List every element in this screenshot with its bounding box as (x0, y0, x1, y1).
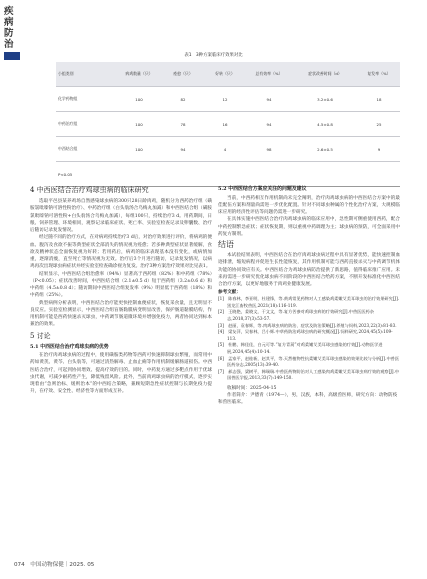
table-cell: 9 (358, 137, 400, 162)
right-column (218, 186, 400, 407)
reference-item: [4] 梁友萍，吴春林，吕小辉.中草药防治鸡球虫病的研究概况[J].饲料研究,2024,45(5):109-113. (218, 329, 393, 341)
table-header: 小组类别 (56, 62, 116, 87)
paragraph: 选取平邑县某养鸡场自然感染球虫病的300只28日龄肉鸡，随机分为西药治疗组（磺胺氯吡嗪钠可溶性粉治疗）、中药治疗组（白头翁汤合乌梅丸加减）和中西医结合组（磺胺氯吡嗪钠可溶性粉+白头翁汤合乌梅丸加减），每组100只，持续治疗3 d。用药期间，日粮、饲养管理、环境相同，观察记录临床症状、死亡率、实验室检查记录及卵囊数、治疗后随访记录复发情况。 (30, 199, 212, 233)
table-row (56, 162, 400, 187)
paragraph: 结果显示，中西医结合组治愈率（94%）显著高于西药组（82%）和中药组（78%）（P<0.05）；症状改善时间，中西医结合组（2.1±0.5 d）短于西药组（3.2±0.6 d）和中药组（4.5±0.8 d）；随访期间中西医结合组复发率（9%）明显低于西药组（18%）和中药组（25%）。 (30, 271, 212, 299)
section-5-title: 5 讨论 (30, 331, 51, 340)
table-header: 病鸡数量（只） (116, 62, 162, 87)
table-header: 症状改善时间（d） (292, 62, 358, 87)
paragraph: 在具体实施中西医结合治疗肉鸡球虫病的临床应用中，急性期可侧重使用西药，配合中药控制繁急症状；症状恢复期，则以重视中药调理为主；球虫病的预防，可全面采用中药复方制剂。 (218, 217, 400, 237)
table-cell: 4 (204, 137, 246, 162)
table-row (56, 87, 400, 112)
table-header: 痊愈（只） (162, 62, 204, 87)
received-date: 收稿时间：2025-04-15 (227, 385, 277, 391)
reference-item: [3] 赵丽，袁春辉，等.肉鸡球虫病的防治、症状及防治策略[J].养殖与饲料,2023,22(3):81-83. (218, 322, 397, 328)
left-column (30, 186, 212, 396)
table-row (56, 137, 400, 162)
section-4-title: 4 中西医结合治疗鸡球虫病的临床研究 (30, 186, 149, 194)
table-cell (246, 162, 292, 187)
reference-item: [1] 陈春林，李亚明，杜建锋，等.黄鸡常见药物对人工感染鸡柔嫩艾美耳球虫的治疗效果研究[J].黑龙江畜牧兽医,2021(18):116-119. (218, 296, 400, 308)
efficacy-table (56, 62, 400, 187)
table-cell (116, 162, 162, 187)
table-cell: 100 (116, 112, 162, 137)
reference-item: [7] 郝志强，梁树平，韩瑞瑞.中兽医药物防治对人工感染肉鸡柔嫩艾美耳球虫病疗效的观察[J].中国兽医学报,2013,33(7):149-150. (218, 368, 400, 381)
paragraph: 典型病例分析表明，中西医结合治疗能更快控制血便症状，恢复采食量，且无明显不良反应。实验室检测显示，中西医结合组盲肠黏膜病变明显改善，保护肠道黏膜结构，作用机制可能是西药快速杀灭球虫，中药调节肠道微环境并增强免疫力，两者协同达到标本兼治的效果。 (30, 300, 212, 328)
references-heading: 参考文献： (218, 290, 241, 296)
table-cell: 16 (204, 112, 246, 137)
table-cell: 中药治疗组 (56, 112, 116, 137)
table-cell: 2.6±0.5 (292, 137, 358, 162)
table-cell: 3.2±0.6 (292, 87, 358, 112)
table-cell: 94 (246, 112, 292, 137)
table-header: 好转（只） (204, 62, 246, 87)
paragraph: 本试验结果表明，中西医结合在治疗肉鸡球虫病过程中具有显著优势，能快速控制血迹排泄，缩短病程并促进生长性能恢复，其作用机制可能与西药直接杀灭与中药调节机体功能的协同效应有关。中西医结合为鸡球虫病防治提供了新思路，值得临床推广应用。未来再需进一步研究优化球虫病不同阶段的中西医结合给药方案，不断开发标准化中西医结合治疗方案，以更好地服务于肉鸡业健康发展。 (218, 253, 400, 287)
table-cell: 12 (204, 87, 246, 112)
table-header-row (56, 62, 400, 87)
table-cell (204, 162, 246, 187)
table-cell (358, 162, 400, 187)
table-cell: 4.5±0.8 (292, 112, 358, 137)
table-cell: 18 (358, 87, 400, 112)
table-cell: 78 (162, 112, 204, 137)
author-bio: 作者简介：尹德青（1974—），男，汉族，本科，高级兽医师，研究方向：动物防疫和兽医临床。 (218, 393, 398, 406)
table-cell: 100 (116, 137, 162, 162)
page-footer: 074 中国动物保健｜2025. 05 (14, 562, 95, 568)
table-cell (292, 162, 358, 187)
table-cell: 100 (116, 87, 162, 112)
table-cell: 25 (358, 112, 400, 137)
table-cell: 82 (162, 87, 204, 112)
reference-item: [2] 王晓艳，姜晓文，于文文，等.复方苦参对鸡球虫病的疗效研究[J].中兽医医药杂志,2018,37(3):53-57. (218, 309, 374, 322)
table-row (56, 112, 400, 137)
subsection-5-2-title: 5.2 中西医结合方案应关注的问题及建议 (218, 186, 307, 192)
table-cell: 94 (246, 87, 292, 112)
table-cell: 94 (162, 137, 204, 162)
conclusion-title: 结语 (218, 240, 234, 249)
table-cell (162, 162, 204, 187)
paragraph: 在治疗肉鸡球虫病的过程中，使用磺胺类药物等西药可快速抑制球虫繁殖，而常用中药如黄芪、黄芩、白头翁等，可通过清热解毒、止血止痢等作用机制缓解肠道损伤。中西医结合治疗，可起到协同增效、提高疗效的目的。同时，中药复方通过多靶点作用于优球虫代谢，可减少耐药性产生，降低残留风险。此外，当前肉鸡球虫病的治疗模式，逐步实现着由“急则治标、缓则治本”的中西结合策略，兼顾短期急性症状控制与长期免疫力提升，在疗效、安全性、经济性等方面形成互补。 (30, 353, 212, 395)
table-cell: 中西结合组 (56, 137, 116, 162)
subsection-5-1-title: 5.1 中西医结合治疗鸡球虫病的优势 (30, 343, 109, 350)
paragraph: 经过随不同的治疗方式，在对病鸡持续治疗3 d后，对治疗效果进行评价，将病鸡的便血、腹泻及食欲不振等典型症状全部消失的情况视为痊愈；若多种典型症状显著缓解，食欲及精神状态全面恢复视为好转；若用药后，病鸡的临床表现基本没有变化，或病情加重，逐渐消瘦，直至死亡等情况视为无效。治疗后3个月进行随访，记录复发情况，以病鸡再次出现球虫病症状并经实验室检查确诊视为复发。治疗3种方案治疗效果对比见表1。 (30, 235, 212, 270)
reference-item: [6] 孟家平，赵桂新，赵其平，等.天然植物性抗柔嫩艾美耳球虫感染的效果比较与分析[J].中兽医医药杂志,2005(13):39-40. (218, 355, 400, 368)
table-caption: 表1 3种方案临床疗效果对比 (184, 53, 243, 58)
reference-item: [5] 杜鹏，韩佳佳，白元可等.“复方青蒿”对鸡柔嫩艾美耳球虫感染的疗效[J].动物医学进展,2024,45(4):10-14. (218, 342, 383, 354)
table-cell: P<0.05 (56, 162, 116, 187)
table-header: 复发率（%） (358, 62, 400, 87)
table-header: 总有效率（%） (246, 62, 292, 87)
table-cell: 98 (246, 137, 292, 162)
table-cell: 化学药物组 (56, 87, 116, 112)
paragraph: 当前，中西药相互作用机制尚未完全阐明，治疗肉鸡球虫病的中西医结合方案中的最佳配伍方案和剂量尚需进一步优化配置。针对不同球虫种属的个性化治疗方案，大规模临床应用的经济性评估等问题仍需进一步研究。 (218, 195, 400, 215)
journal-section-tag: 疾病防治 (4, 6, 14, 50)
